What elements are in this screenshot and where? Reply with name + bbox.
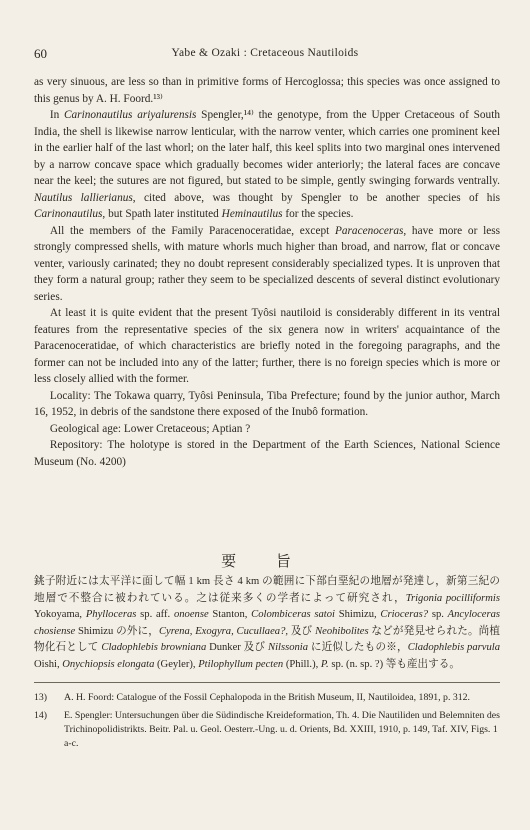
summary-paragraph: 銚子附近には太平洋に面して幅 1 km 長さ 4 km の範囲に下部白堊紀の地層が発達し，新第三紀の地層で不整合に被われている。之は従来多くの学者によって研究され，Trigonia pocilliformis Yokoyama, Phylloceras sp. aff. onoense Stanton, Colombiceras satoi Shimizu, Crioceras? sp. Ancyloceras chosiense Shimizu の外に，Cyrena, Exogyra, Cucullaea?, 及び Neohibolites などが発見せられた。尚植物化石として Cladophlebis browniana Dunker 及び Nilssonia に近似したもの※，Cladophlebis parvula Oishi, Onychiopsis elongata (Geyler), Ptilophyllum pecten (Phill.), P. sp. (n. sp. ?) 等も産出する。	[34, 576, 501, 670]
footnote-14	[34, 709, 500, 751]
summary-heading: 要 旨	[221, 554, 309, 570]
footnote-13	[34, 691, 500, 705]
repository-line: Repository: The holotype is stored in the Department of the Earth Sciences, National Science Museum (No. 4200)	[34, 439, 500, 468]
footnote-text: A. H. Foord: Catalogue of the Fossil Cephalopoda in the British Museum, II, Nautiloidea, 1891, p. 312.	[64, 692, 470, 703]
running-title: Yabe & Ozaki : Cretaceous Nautiloids	[171, 47, 359, 59]
paragraph-tyosi-nautiloid: At least it is quite evident that the present Tyôsi nautiloid is considerably different in its ventral features from the representative species of the six genera now in writers' acquaintance of the Paracenoceratidae, of which characteristics are briefly noted in the foregoing paragraphs, and the former can not be included into any of the latter; further, there is no foreign species which is more or less closely allied with the former.	[34, 307, 500, 385]
geological-age-line: Geological age: Lower Cretaceous; Aptian ?	[49, 422, 251, 435]
paragraph-paracenoceratidae: All the members of the Family Paracenoceratidae, except Paracenoceras, have more or less strongly compressed shells, with mature whorls much higher than broad, and narrow, flat or concave venter, variously carinated; they no doubt represent considerably specialized types. It is unproven that they form a natural group; rather they seem to be specialized descents of several distinct evolutionary series.	[34, 224, 501, 303]
footnotes	[34, 691, 500, 755]
footnote-divider	[34, 682, 500, 683]
japanese-summary	[34, 574, 500, 673]
footnote-text: E. Spengler: Untersuchungen über die Südindische Kreideformation, Th. 4. Die Nautiliden und Belemniten des Trichinopolidistrikts. Beitr. Pal. u. Geol. Oesterr.-Ung. u. d. Orients, Bd. XXIII, 1910, p. 149, Taf. XIV, Figs. 1 a-c.	[64, 710, 500, 749]
page-header	[34, 46, 496, 62]
page-number: 60	[34, 46, 47, 61]
footnote-number: 14)	[34, 710, 48, 721]
paragraph-carinonautilus: In Carinonautilus ariyalurensis Spengler,¹⁴⁾ the genotype, from the Upper Cretaceous of South India, the shell is likewise narrow lenticular, with the narrow venter, which carries one prominent keel in the earlier half of the last whorl; on the later half, this keel splits into two marginal ones intervened by a narrow concave space which gradually becomes wider anteriorly; the lateral faces are concave near the keel; the sutures are not figured, but stated to be simple, gently swinging forwards ventrally. Nautilus lallierianus, cited above, was thought by Spengler to be another species of his Carinonautilus, but Spath later instituted Heminautilus for the species.	[34, 109, 500, 220]
main-text	[34, 74, 500, 470]
footnote-number: 13)	[34, 692, 48, 703]
locality-line: Locality: The Tokawa quarry, Tyôsi Peninsula, Tiba Prefecture; found by the junior author, March 16, 1952, in debris of the sandstone there exposed of the Inubô formation.	[34, 389, 500, 418]
paragraph-hercoglossa: as very sinuous, are less so than in primitive forms of Hercoglossa; this species was once assigned to this genus by A. H. Foord.¹³⁾	[34, 76, 500, 105]
